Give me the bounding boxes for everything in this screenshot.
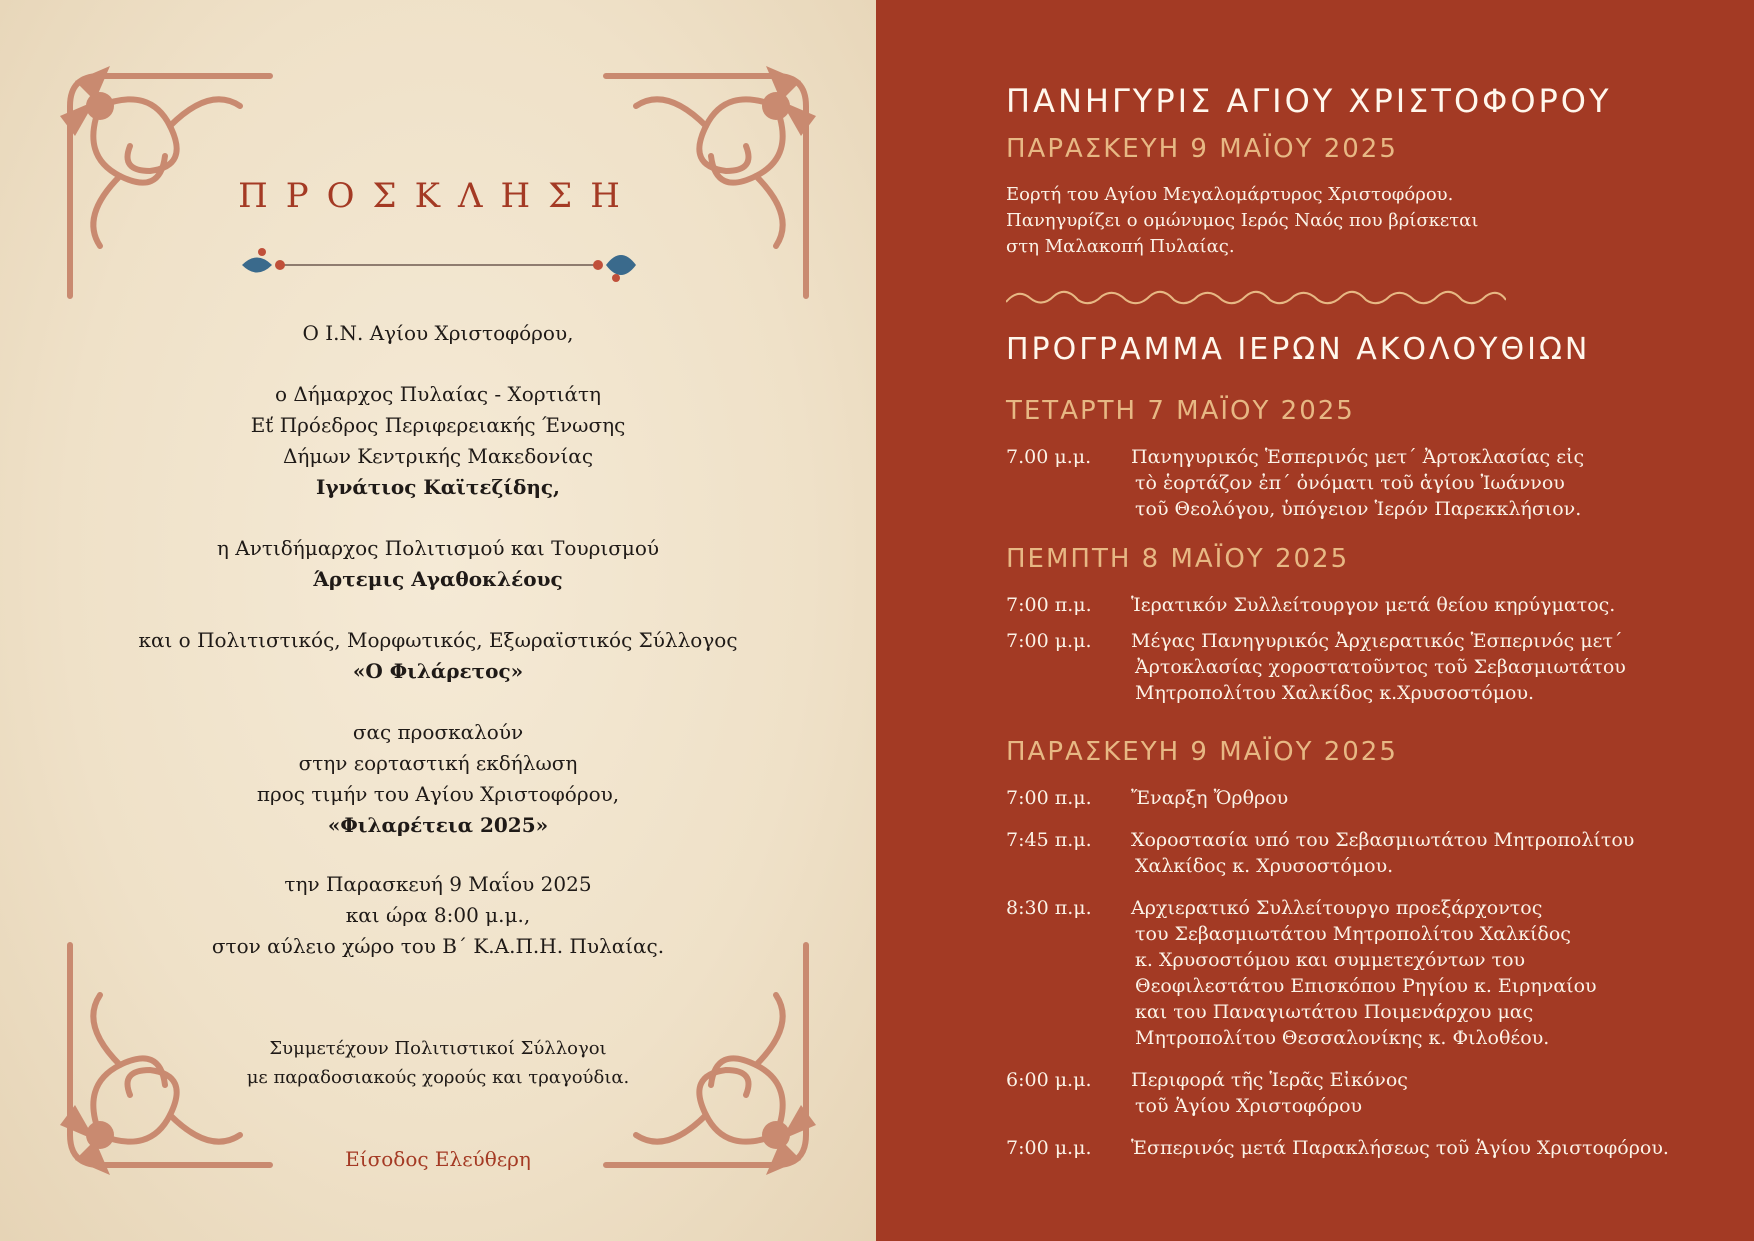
event-time: και ώρα 8:00 μ.μ., <box>345 903 531 927</box>
intro-line: στη Μαλακοπή Πυλαίας. <box>1006 236 1235 257</box>
event-date: την Παρασκευή 9 Μαΐου 2025 <box>284 872 592 896</box>
schedule-item <box>1006 592 1626 618</box>
desc-line: τοῦ Ἁγίου Χριστοφόρου <box>1135 1095 1363 1117</box>
program-title: ΠΡΟΓΡΑΜΜΑ ΙΕΡΩΝ ΑΚΟΛΟΥΘΙΩΝ <box>1006 332 1591 367</box>
schedule-desc <box>1131 785 1288 811</box>
intro-line: Πανηγυρίζει ο ομώνυμος Ιερός Ναός που βρίσκεται <box>1006 210 1479 231</box>
schedule-desc <box>1131 1067 1408 1119</box>
schedule-item <box>1006 785 1669 811</box>
desc-line: Μητροπολίτου Θεσσαλονίκης κ. Φιλοθέου. <box>1135 1027 1550 1049</box>
desc-line: τὸ ἑορτάζον ἐπ΄ ὀνόματι τοῦ ἁγίου Ἰωάννου <box>1135 472 1565 494</box>
schedule-item <box>1006 444 1584 522</box>
invitation-panel <box>0 0 876 1241</box>
schedule-time: 6:00 μ.μ. <box>1006 1069 1092 1091</box>
schedule-time: 7.00 μ.μ. <box>1006 446 1092 468</box>
desc-line: και του Παναγιωτάτου Ποιμενάρχου μας <box>1135 1001 1534 1023</box>
schedule-desc <box>1131 628 1626 706</box>
invitation-line: σας προσκαλούν <box>352 720 524 744</box>
invitation-body <box>0 318 876 962</box>
schedule-time: 7:45 π.μ. <box>1006 829 1092 851</box>
festival-date: ΠΑΡΑΣΚΕΥΗ 9 ΜΑΪΟΥ 2025 <box>1006 134 1398 164</box>
invitation-line: στην εορταστική εκδήλωση <box>298 751 578 775</box>
invitation-line: ο Δήμαρχος Πυλαίας - Χορτιάτη <box>274 382 602 406</box>
schedule-time: 8:30 π.μ. <box>1006 897 1092 919</box>
desc-line: Θεοφιλεστάτου Επισκόπου Ρηγίου κ. Ειρηναίου <box>1135 975 1597 997</box>
festival-intro <box>1006 182 1478 260</box>
day-heading: ΠΑΡΑΣΚΕΥΗ 9 ΜΑΪΟΥ 2025 <box>1006 737 1398 767</box>
schedule-desc <box>1131 895 1597 1051</box>
deputy-name: Άρτεμις Αγαθοκλέους <box>313 567 563 591</box>
divider-ornament-icon <box>232 240 646 290</box>
schedule-item <box>1006 1067 1669 1119</box>
intro-line: Εορτή του Αγίου Μεγαλομάρτυρος Χριστοφόρου. <box>1006 184 1454 205</box>
invitation-line: Εť Πρόεδρος Περιφερειακής Ένωσης <box>250 413 626 437</box>
invitation-line: και ο Πολιτιστικός, Μορφωτικός, Εξωραϊστικός Σύλλογος <box>138 628 738 652</box>
desc-line: Πανηγυρικός Ἑσπερινός μετ΄ Ἀρτοκλασίας εἰς <box>1131 446 1585 468</box>
mayor-name: Ιγνάτιος Καϊτεζίδης, <box>315 475 561 499</box>
invitation-line: Ο Ι.Ν. Αγίου Χριστοφόρου, <box>302 321 574 345</box>
schedule-time: 7:00 π.μ. <box>1006 594 1092 616</box>
invitation-line: Δήμων Κεντρικής Μακεδονίας <box>282 444 594 468</box>
schedule-time: 7:00 μ.μ. <box>1006 630 1092 652</box>
event-location: στον αύλειο χώρο του Β΄ Κ.Α.Π.Η. Πυλαίας. <box>211 934 665 958</box>
day-heading: ΤΕΤΑΡΤΗ 7 ΜΑΪΟΥ 2025 <box>1006 396 1355 426</box>
free-entry-label: Είσοδος Ελεύθερη <box>345 1147 531 1171</box>
schedule-desc <box>1131 827 1634 879</box>
desc-line: Περιφορά τῆς Ἱερᾶς Εἰκόνος <box>1131 1069 1408 1091</box>
schedule-block <box>1006 592 1626 706</box>
festival-title: ΠΑΝΗΓΥΡΙΣ ΑΓΙΟΥ ΧΡΙΣΤΟΦΟΡΟΥ <box>1006 82 1612 120</box>
desc-line: Αρχιερατικό Συλλείτουργο προεξάρχοντος <box>1131 897 1543 919</box>
schedule-item <box>1006 628 1626 706</box>
schedule-desc <box>1131 444 1584 522</box>
schedule-time: 7:00 μ.μ. <box>1006 1137 1092 1159</box>
invitation-title: ΠΡΟΣΚΛΗΣΗ <box>238 176 638 216</box>
desc-line: του Σεβασμιωτάτου Μητροπολίτου Χαλκίδος <box>1135 923 1571 945</box>
desc-line: Ἀρτοκλασίας χοροστατοῦντος τοῦ Σεβασμιωτάτου <box>1135 656 1626 678</box>
schedule-desc <box>1131 592 1615 618</box>
association-name: «Ο Φιλάρετος» <box>352 659 524 683</box>
desc-line: Ἱερατικόν Συλλείτουργον μετά θείου κηρύγματος. <box>1131 594 1616 616</box>
participants-line: με παραδοσιακούς χορούς και τραγούδια. <box>246 1067 630 1088</box>
invitation-line: η Αντιδήμαρχος Πολιτισμού και Τουρισμού <box>216 536 660 560</box>
program-panel <box>876 0 1754 1241</box>
day-heading: ΠΕΜΠΤΗ 8 ΜΑΪΟΥ 2025 <box>1006 544 1350 574</box>
desc-line: Χαλκίδος κ. Χρυσοστόμου. <box>1135 855 1394 877</box>
schedule-desc <box>1131 1135 1669 1161</box>
schedule-item <box>1006 827 1669 879</box>
desc-line: κ. Χρυσοστόμου και συμμετεχόντων του <box>1135 949 1526 971</box>
schedule-time: 7:00 π.μ. <box>1006 787 1092 809</box>
scroll-ornament-icon <box>1006 286 1506 308</box>
schedule-item <box>1006 895 1669 1051</box>
desc-line: τοῦ Θεολόγου, ὑπόγειον Ἱερόν Παρεκκλήσιον. <box>1135 498 1582 520</box>
invitation-line: προς τιμήν του Αγίου Χριστοφόρου, <box>256 782 620 806</box>
schedule-block <box>1006 785 1669 1161</box>
event-name: «Φιλαρέτεια 2025» <box>327 813 549 837</box>
desc-line: Μέγας Πανηγυρικός Ἀρχιερατικός Ἑσπερινός μετ΄ <box>1131 630 1623 652</box>
desc-line: Ἔναρξη Ὄρθρου <box>1131 787 1289 809</box>
schedule-block <box>1006 444 1584 522</box>
desc-line: Χοροστασία υπό του Σεβασμιωτάτου Μητροπολίτου <box>1131 829 1635 851</box>
participants-note <box>0 1034 876 1092</box>
desc-line: Ἑσπερινός μετά Παρακλήσεως τοῦ Ἁγίου Χριστοφόρου. <box>1131 1137 1669 1159</box>
participants-line: Συμμετέχουν Πολιτιστικοί Σύλλογοι <box>269 1038 607 1059</box>
schedule-item <box>1006 1135 1669 1161</box>
desc-line: Μητροπολίτου Χαλκίδος κ.Χρυσοστόμου. <box>1135 682 1535 704</box>
